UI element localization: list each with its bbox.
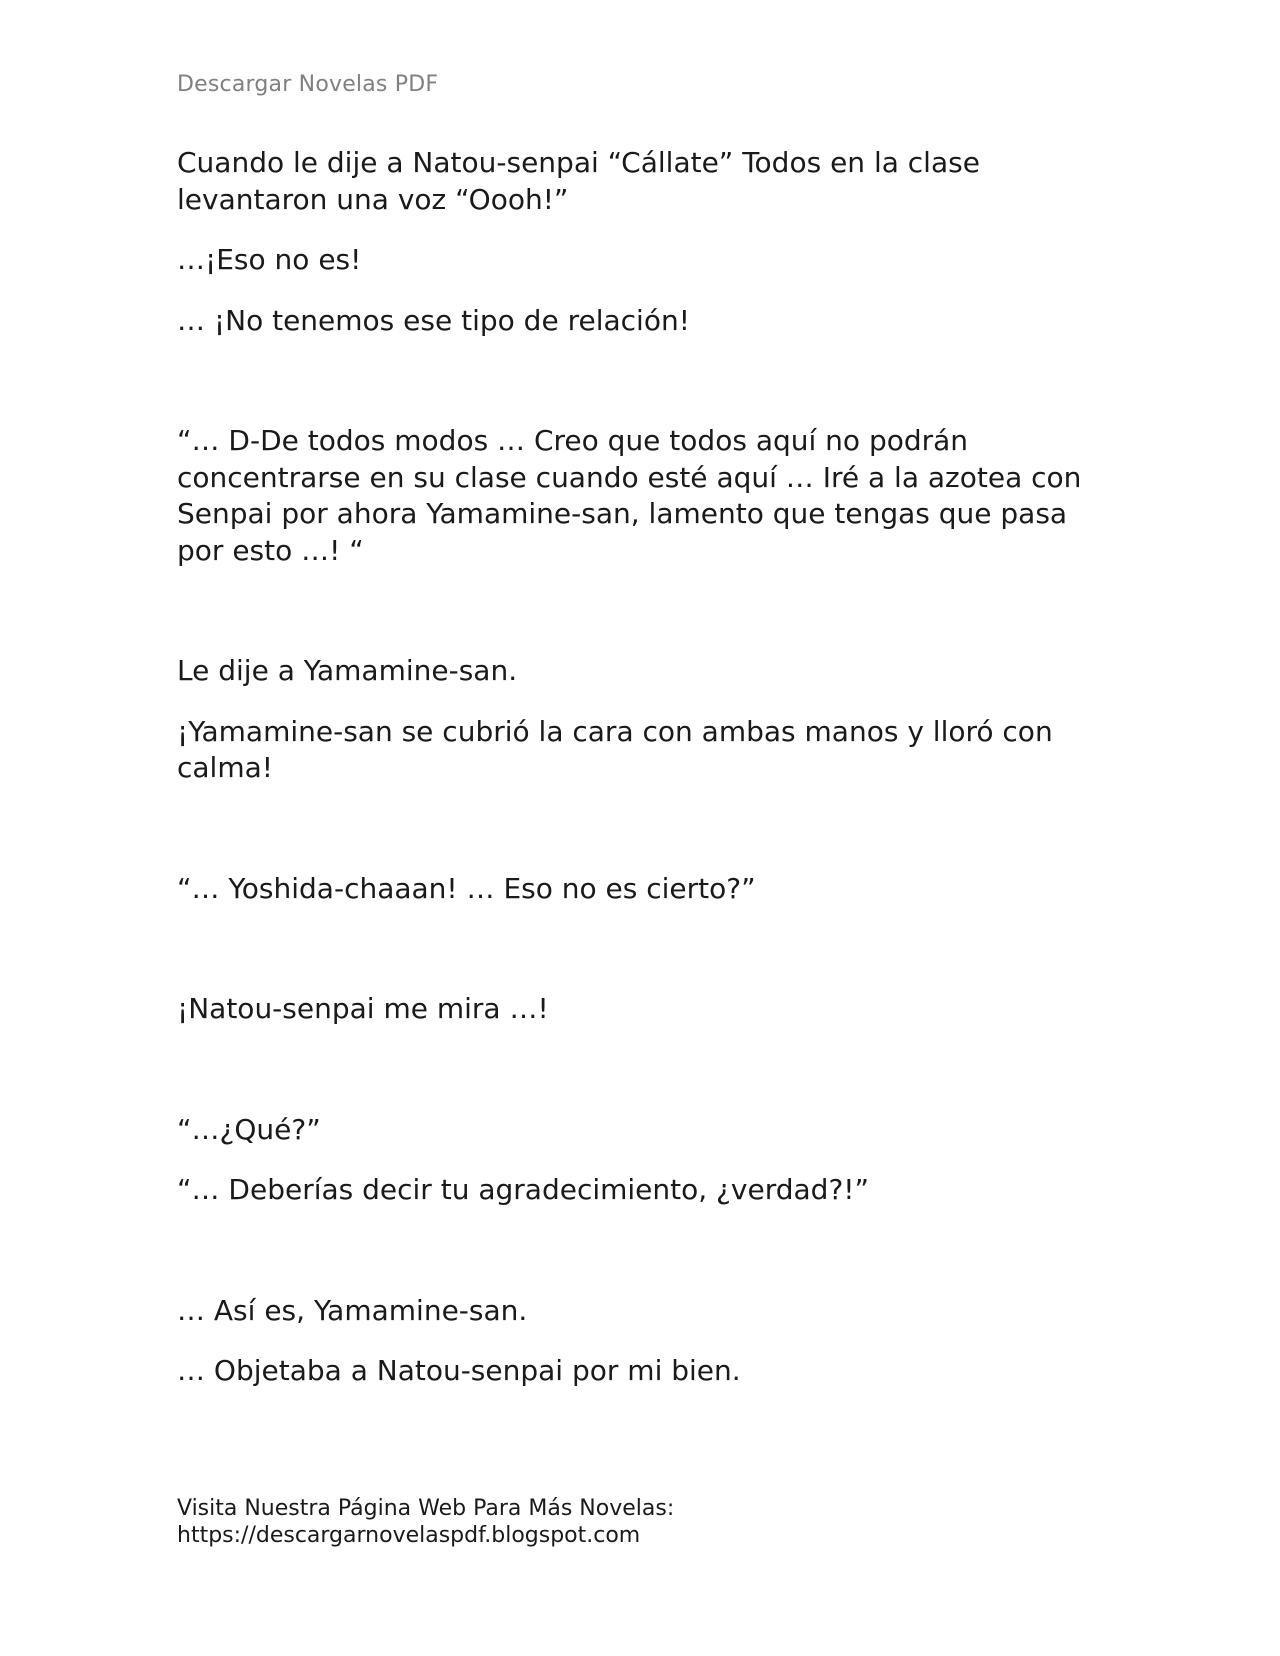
page-footer bbox=[177, 1495, 674, 1549]
footer-promo-text: Visita Nuestra Página Web Para Más Novelas: bbox=[177, 1496, 675, 1521]
paragraph: Cuando le dije a Natou-senpai “Cállate” Todos en la clase levantaron una voz “Oooh!” bbox=[177, 146, 980, 216]
page-header: Descargar Novelas PDF bbox=[177, 72, 439, 97]
paragraph: ¡Yamamine-san se cubrió la cara con ambas manos y lloró con calma! bbox=[177, 714, 1053, 784]
paragraph: … ¡No tenemos ese tipo de relación! bbox=[177, 303, 690, 337]
paragraph: “… Deberías decir tu agradecimiento, ¿verdad?!” bbox=[177, 1173, 870, 1206]
paragraph: …¡Eso no es! bbox=[177, 243, 362, 276]
paragraph: … Así es, Yamamine-san. bbox=[177, 1293, 528, 1327]
paragraph: ¡Natou-senpai me mira …! bbox=[177, 992, 549, 1025]
footer-url-link[interactable]: https://descargarnovelaspdf.blogspot.com bbox=[177, 1523, 641, 1548]
paragraph: … Objetaba a Natou-senpai por mi bien. bbox=[177, 1354, 741, 1387]
paragraph: “… Yoshida-chaaan! … Eso no es cierto?” bbox=[177, 871, 756, 905]
paragraph: “…¿Qué?” bbox=[177, 1112, 321, 1146]
document-body bbox=[177, 145, 1097, 1390]
paragraph: “… D-De todos modos … Creo que todos aquí no podrán concentrarse en su clase cuando esté aquí … Iré a la azotea con Senpai por ahora Yamamine-san, lamento que tengas que pasa por esto …! “ bbox=[177, 424, 1082, 567]
paragraph: Le dije a Yamamine-san. bbox=[177, 654, 518, 687]
